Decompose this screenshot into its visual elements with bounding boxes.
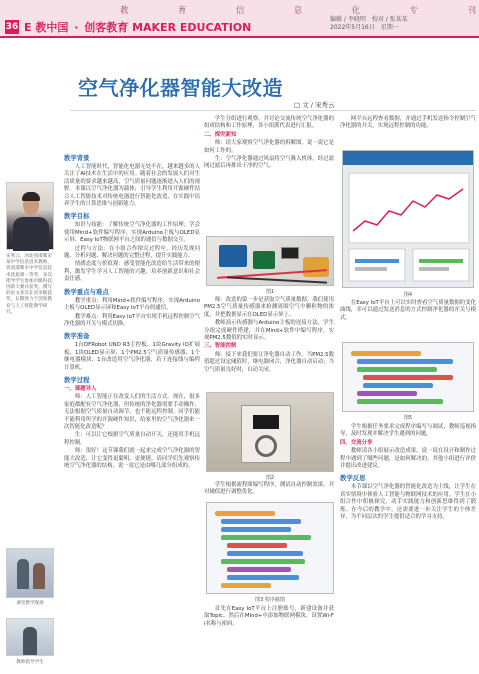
figure-3-caption: 图3 程序截图 [255,597,285,603]
paragraph: 师：接下来我们要让净化器自动工作。当PM2.5数值超过设定阈值时，继电器闭合，净化器自动启动；当空气质量良好时，自动关闭。 [204,351,334,373]
section-separator: · [74,21,79,34]
section-en: MAKER EDUCATION [132,21,252,34]
article-author: □ 文 / 宋秀云 [294,101,335,109]
figure-4-caption: 图4 [403,292,413,298]
photo-person [17,559,29,589]
article-title: 空气净化器智能大改造 [78,76,283,100]
slogan-char: 育 [177,6,187,16]
photo-hair [22,192,40,201]
paragraph: 学生根据任务要求完成程序编写与调试，教师巡视指导，及时发现并解决学生遇到的问题。 [340,424,476,438]
section-heading: 教学准备 [64,332,90,341]
figure-5-caption: 图5 [403,415,413,421]
section-cn: 教中国 [35,21,69,34]
figure-5-code-blocks [342,342,474,412]
expansion-board [253,251,275,269]
purifier-screen [253,415,279,429]
paragraph: 本节课以空气净化器的智能化改造为主线，让学生在真实情境中体验人工智能与物联网技术的应用。学生在小组合作中积极探究，动手实践能力和创新思维得到了锻炼。在今后的教学中，还需要进一步关注学生的个体差异，为不同层次的学生提供适合的学习支持。 [340,484,476,521]
purifier-fan [255,435,277,457]
column-1 [64,150,200,668]
paragraph: 过程与方法：在小组合作探究过程中，经历发现问题、分析问题、解决问题的完整过程，提升实践能力。 [64,245,200,260]
section-heading: 教学目标 [64,212,90,221]
photo-person [33,563,45,589]
section-heading: 教学重点与难点 [64,287,109,296]
code-block [363,383,433,388]
paragraph: 1台DFRobot UNO R3主控板、1块Gravity IO扩展板、1块OLED显示屏、1个PM2.5空气质量传感器、1个继电器模块、1台改造用空气净化器，若干连接线与编程计算机。 [64,342,200,371]
teacher-photo-caption: 教师指导学生 [16,660,44,665]
paragraph: 学生根据流程图编写程序，测试自动控制效果，并对阈值进行调整优化。 [204,482,334,496]
section-heading: 教学背景 [64,154,90,162]
subsection-heading: 四、交流分享 [340,439,373,446]
figure-2-caption: 图2 [265,475,275,481]
slogan-char: 教 [120,6,129,16]
slogan-char: 信 [235,6,245,16]
slogan-char: 专 [409,6,419,16]
header-slogan [120,4,476,16]
paragraph: 教师请各小组展示改造成果，说一说在设计和制作过程中遇到了哪些问题，是如何解决的。其他小组进行评价并提出改进建议。 [340,448,476,470]
code-block [363,375,453,380]
paragraph: 教学难点：利用Easy IoT平台实现手机远程控制空气净化器的开关与模式切换。 [64,313,200,327]
slogan-char: 息 [293,6,303,16]
paragraph: 人工智能时代，智能化电器无处不在，越来越多的人关注了AI技术在生活中的应用。随着社会的发展人们对生活质量的要求越来越高，空气质量问题逐渐进入人们的视野。本课以空气净化器为载体，引导学生利用开源硬件结合人工智能技术对传统电器进行智能化改造，在实践中培养学生的计算思维与创新能力。 [64,164,200,208]
arduino-board [219,245,247,267]
sensor-module [303,257,329,277]
code-block [221,559,305,564]
paragraph: 在Easy IoT平台上可以实时查看空气质量数据的变化曲线，并可以通过发送消息的方式控制净化器的开关与模式。 [340,300,476,321]
photo-shirt [13,217,49,251]
paragraph: 师：人工智能正在改变人们的生活方式。现在，很多家庭都配有空气净化器，但传统的净化器需要手动操作，无法根据空气质量自动调节，也不能远程控制。同学们能不能利用所学的开源硬件知识，给家里的空气净化器来一次智能化改造呢？ [64,394,200,430]
subsection-heading: 一、课题导入 [64,385,97,392]
code-block [357,367,437,372]
paragraph: 情感态度与价值观：感受智能化改造给生活带来的便利，激发学生学习人工智能的兴趣，培养创新意识和社会责任感。 [64,261,200,283]
paragraph: 师：很好！这节课我们就一起来完成空气净化器的智能大改造，让它变得更聪明、更便捷。请同学们先观察传统空气净化器的结构，说一说它是由哪几部分组成的。 [64,448,200,469]
classroom-photo [6,548,54,598]
header-rule [0,36,479,38]
column-3-middle [340,300,476,340]
classroom-photo-caption: 课堂教学现场 [16,601,44,606]
code-block [221,527,291,532]
paragraph: 首先在Easy IoT平台上注册账号，新建设备并获取Topic。然后在Mind+中添加物联网模块，设置Wi-Fi名称与密码。 [204,606,334,627]
code-block [227,575,299,580]
figure-1-hardware [206,236,334,286]
figure-3-code-blocks [206,502,334,594]
section-heading: 教学过程 [64,375,90,384]
code-block [227,551,303,556]
paragraph: 师：改造的第一步是获取空气质量数据。我们使用PM2.5空气质量传感器来检测周围空气中颗粒物的浓度，并把数据显示在OLED显示屏上。 [204,297,334,318]
slogan-char: 刊 [467,6,476,16]
teacher-photo [6,618,54,656]
paragraph: 教学重点：利用Mind+软件编写程序，实现Arduino主板与OLED显示屏和Easy IoT平台的通信。 [64,297,200,312]
column-3-bottom [340,424,476,668]
photo-person [23,627,37,655]
paragraph: 网平台远程查看数据，并通过手机发送指令控制空气净化器的开关，实现远程控制的功能。 [340,116,476,130]
author-bio: 宋秀云，河北省邯郸市某中学信息技术教师，曾获邯郸市中学信息技术优质课一等奖，多次指导学生参加市级科技创新大赛并获奖。撰写的论文多次在省市级获奖，长期致力于创客教育与人工智能教学研究。 [6,254,52,315]
code-block [221,535,311,540]
title-rule [70,110,476,111]
section-mid: 创客教育 [84,21,129,34]
column-2-bottom [204,606,334,668]
paragraph: 教师演示传感器与Arduino主板的连接方法，学生分组完成硬件搭建，并在Mind+软件中编写程序，实现PM2.5数值的实时显示。 [204,320,334,342]
code-block [357,391,417,396]
wire [227,276,327,283]
author-photo [6,182,54,250]
code-block [357,359,453,364]
figure-1-caption: 图1 [265,289,275,295]
oled-screen [281,247,299,259]
subsection-heading: 二、探究新知 [204,131,237,138]
page-number: 36 [5,22,19,32]
paragraph: 师：请大家观察空气净化器的拆解图，说一说它是如何工作的。 [204,140,334,154]
column-3-top [340,116,476,146]
code-block [215,511,275,516]
section-heading: 教学反思 [340,474,366,483]
slogan-char: 化 [351,6,361,16]
code-block [357,399,443,404]
figure-4-iot-platform [342,150,474,288]
figure-2-purifier [206,392,334,472]
issue-line-editor: 编辑 / 李晓明 校对 / 张某某 [330,16,408,23]
iot-chart-graphic [343,151,474,288]
section-title [24,19,251,35]
paragraph: 学生分组进行观察，并讨论交流传统空气净化器的组成结构和工作原理，各小组派代表进行汇报。 [204,116,334,130]
paragraph: 知识与技能：了解传统空气净化器的工作原理；学会使用Mind+软件编写程序，实现Arduino主板与OLED显示屏、Easy IoT物联网平台之间的通信与数据交互。 [64,222,200,244]
column-2-lower [204,482,334,500]
issue-line-date: 2022年5月16日 星期一 [330,24,399,31]
issue-info [330,16,476,32]
section-letter: E [24,21,32,34]
code-block [227,567,291,572]
code-block [227,543,287,548]
subsection-heading: 三、智能控制 [204,343,237,350]
column-2-middle [204,297,334,389]
code-block [351,351,421,356]
paragraph: 生：空气净化器通过风扇将空气吸入机体，经过滤网过滤后再排出干净的空气。 [204,156,334,170]
paragraph: 生：可以让它根据空气质量自动开关，还能用手机远程控制。 [64,432,200,446]
code-block [221,519,301,524]
code-block [221,583,271,588]
